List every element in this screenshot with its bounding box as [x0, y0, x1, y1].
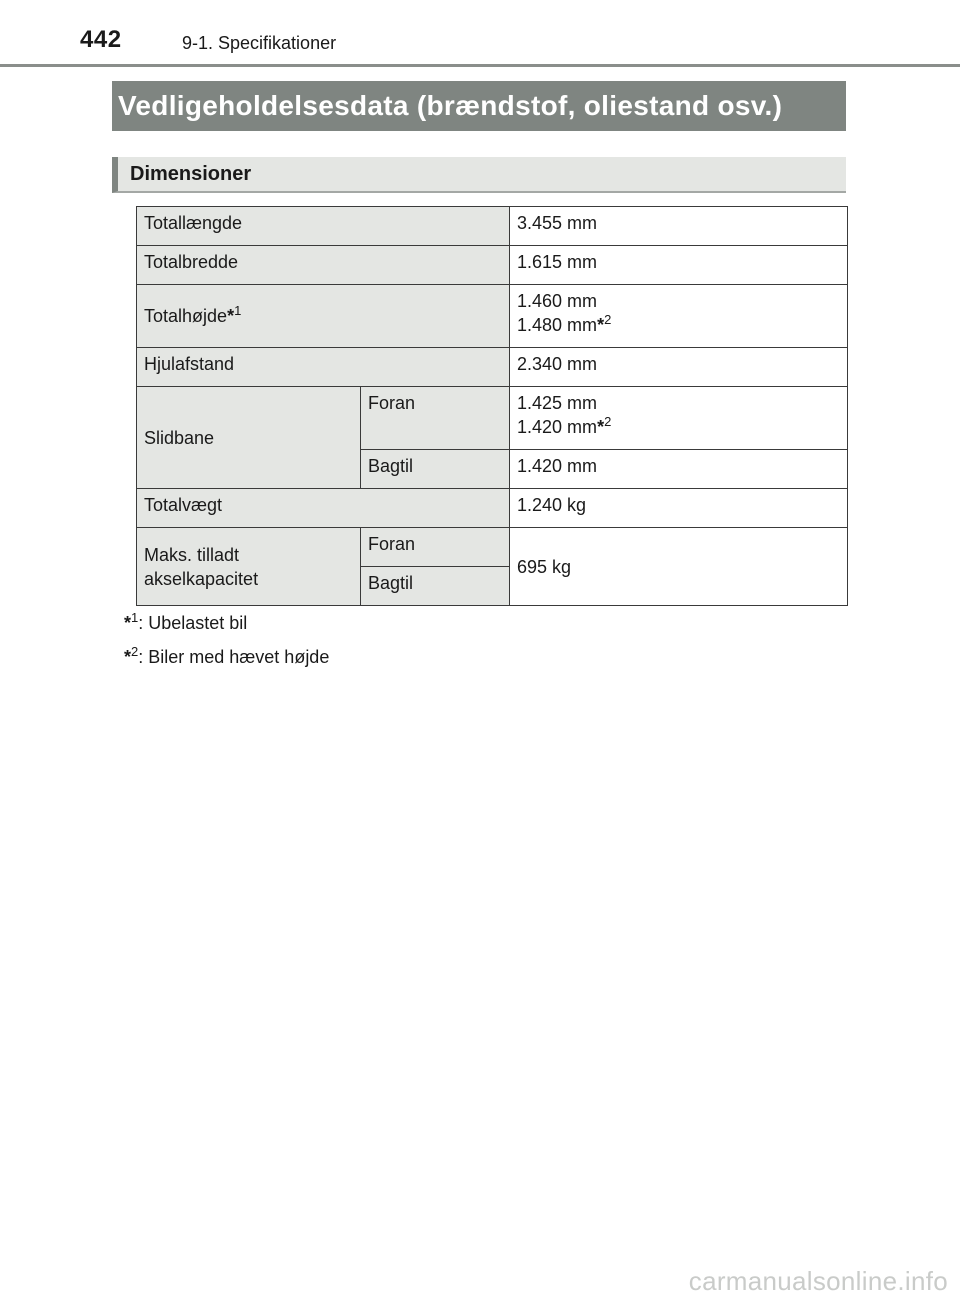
max-axle-rear-label: Bagtil	[361, 567, 510, 606]
total-height-label-cell	[137, 285, 510, 348]
total-height-value-2: 1.480 mm	[517, 315, 598, 335]
table-row	[137, 246, 848, 285]
footnote-ref: 2	[604, 312, 612, 327]
track-rear-label: Bagtil	[361, 450, 510, 489]
max-axle-label-line1: Maks. tilladt	[144, 544, 240, 565]
total-weight-value: 1.240 kg	[510, 489, 848, 528]
footnotes	[124, 606, 329, 674]
footnote-ref: 2	[131, 644, 139, 659]
total-height-value-raised	[517, 313, 840, 337]
max-axle-label-cell	[137, 528, 361, 606]
track-front-value: 1.425 mm	[517, 393, 598, 413]
total-height-label: Totalhøjde	[144, 306, 228, 326]
footnote-marker: *	[124, 647, 132, 667]
footnote-marker: *	[597, 315, 605, 335]
footnote-ref: 1	[131, 610, 139, 625]
max-axle-front-label: Foran	[361, 528, 510, 567]
watermark: carmanualsonline.info	[688, 1266, 948, 1296]
wheelbase-value: 2.340 mm	[510, 348, 848, 387]
track-rear-value: 1.420 mm	[510, 450, 848, 489]
footnote-marker: *	[124, 613, 132, 633]
track-front-value-raised	[517, 415, 840, 439]
section-path: 9-1. Specifikationer	[182, 33, 337, 53]
table-row	[137, 348, 848, 387]
footnote-ref: 2	[604, 414, 612, 429]
subsection-heading: Dimensioner	[112, 157, 846, 193]
dimensions-table	[136, 206, 848, 606]
max-axle-label-line2: akselkapacitet	[144, 568, 259, 589]
table-row	[137, 528, 848, 567]
total-width-label: Totalbredde	[137, 246, 510, 285]
total-height-value-cell	[510, 285, 848, 348]
track-front-value-2: 1.420 mm	[517, 417, 598, 437]
footnote-text: : Ubelastet bil	[138, 613, 248, 633]
total-width-value: 1.615 mm	[510, 246, 848, 285]
total-length-label: Totallængde	[137, 207, 510, 246]
track-front-label: Foran	[361, 387, 510, 450]
footnote-marker: *	[597, 417, 605, 437]
page-title: Vedligeholdelsesdata (brændstof, oliestand osv.)	[112, 81, 846, 131]
table-row	[137, 285, 848, 348]
footnote-marker: *	[227, 306, 235, 326]
footnote-text: : Biler med hævet højde	[138, 647, 330, 667]
table-row	[137, 207, 848, 246]
table-row	[137, 489, 848, 528]
track-front-value-cell	[510, 387, 848, 450]
footnote-2	[124, 640, 329, 674]
track-label: Slidbane	[137, 387, 361, 489]
total-height-value: 1.460 mm	[517, 291, 598, 311]
footnote-1	[124, 606, 329, 640]
page-number: 442	[80, 26, 122, 53]
total-length-value: 3.455 mm	[510, 207, 848, 246]
footnote-ref: 1	[234, 303, 242, 318]
total-weight-label: Totalvægt	[137, 489, 510, 528]
wheelbase-label: Hjulafstand	[137, 348, 510, 387]
header-rule	[0, 64, 960, 67]
table-row	[137, 387, 848, 450]
max-axle-value: 695 kg	[510, 528, 848, 606]
